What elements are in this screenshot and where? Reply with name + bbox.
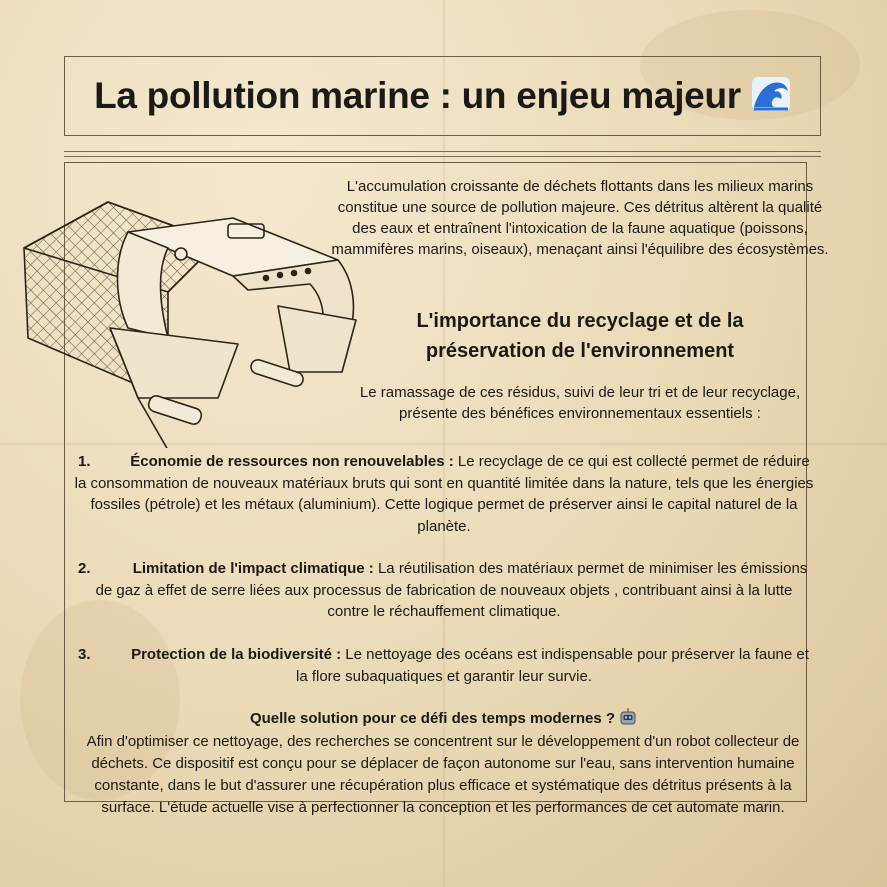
item-text: Le nettoyage des océans est indispensable pour préserver la faune et la flore subaquatiques et garantir leur survie. <box>295 646 809 685</box>
item-heading: Protection de la biodiversité : <box>131 646 342 663</box>
item-number: 2. <box>78 560 91 577</box>
robot-icon <box>619 708 637 726</box>
title-box <box>64 56 821 136</box>
section-heading-line: L'importance du recyclage et de la <box>416 310 744 332</box>
item-body <box>74 451 814 537</box>
divider-line <box>64 151 821 152</box>
page-title <box>94 75 791 117</box>
robot-boat-illustration <box>18 188 378 448</box>
item-number: 1. <box>78 453 91 470</box>
question-heading <box>60 708 827 729</box>
divider-line <box>64 156 821 157</box>
lead-paragraph: Le ramassage de ces résidus, suivi de leur tri et de leur recyclage, présente des bénéfices environnementaux essentiels : <box>359 384 801 422</box>
item-heading: Limitation de l'impact climatique : <box>132 560 374 577</box>
question-heading-text: Quelle solution pour ce défi des temps modernes ? <box>249 710 616 727</box>
item-heading: Économie de ressources non renouvelables : <box>130 453 454 470</box>
wave-icon <box>751 76 791 112</box>
section-heading <box>370 306 790 366</box>
question-paragraph: Afin d'optimiser ce nettoyage, des recherches se concentrent sur le développement d'un robot collecteur de déchets. Ce dispositif est conçu pour se déplacer de façon autonome sur l'eau, sans intervention humaine constante, dans le but d'assurer une récupération plus efficace et systématique des détritus présents à la surface. L'étude actuelle vise à perfectionner la conception et les performances de cet automate marin. <box>86 733 800 816</box>
item-text: Le recyclage de ce qui est collecté permet de réduire la consommation de nouveaux matériaux bruts qui sont en quantité limitée dans la nature, tels que les énergies fossiles (pétrole) et les métaux (aluminium). Cette logique permet de préserver ainsi le capital naturel de la planète. <box>74 453 814 535</box>
intro-paragraph: L'accumulation croissante de déchets flottants dans les milieux marins constitue une source de pollution majeure. Ces détritus altèrent la qualité des eaux et entraînent l'intoxication de la faune aquatique (poissons, mammifères marins, oiseaux), menaçant ainsi l'équilibre des écosystèmes. <box>331 178 829 258</box>
title-text: La pollution marine : un enjeu majeur <box>94 75 741 116</box>
list-item <box>74 558 814 623</box>
list-item <box>74 644 814 687</box>
item-text: La réutilisation des matériaux permet de minimiser les émissions de gaz à effet de serre liées aux processus de fabrication de nouveaux objets , contribuant ainsi à la lutte contre le réchauffement climatique. <box>95 560 808 620</box>
section-heading-line: préservation de l'environnement <box>425 340 735 362</box>
item-body <box>74 644 814 687</box>
item-body <box>74 558 814 623</box>
list-item <box>74 451 814 537</box>
item-number: 3. <box>78 646 91 663</box>
